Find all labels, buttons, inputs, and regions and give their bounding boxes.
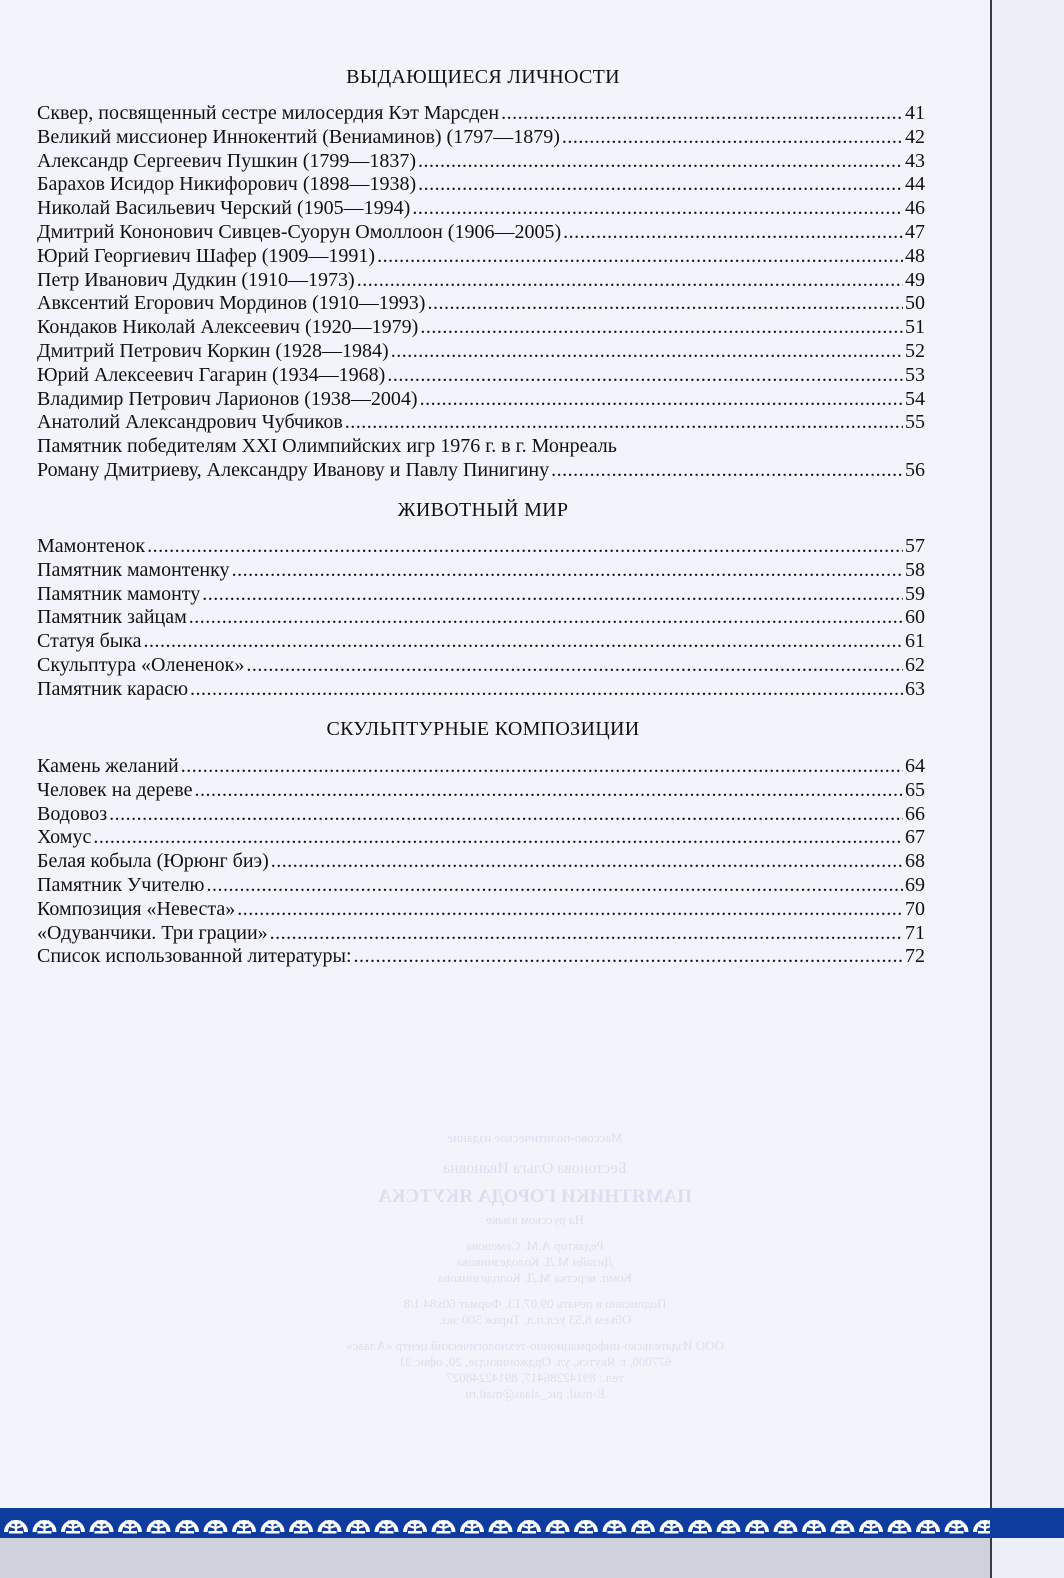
palmette-ornament-icon (346, 1520, 370, 1534)
palmette-ornament-icon (261, 1520, 285, 1534)
toc-section-animal-world (37, 535, 925, 702)
section-heading-personalities: ВЫДАЮЩИЕСЯ ЛИЧНОСТИ (346, 66, 620, 88)
adjacent-page-edge (992, 0, 1064, 1578)
palmette-ornament-icon (831, 1520, 855, 1534)
toc-entry[interactable] (37, 459, 925, 483)
toc-entry[interactable] (37, 874, 925, 898)
toc-entry[interactable] (37, 630, 925, 654)
toc-entry-page: 47 (905, 220, 925, 243)
toc-entry-page: 49 (905, 268, 925, 291)
toc-entry-page: 67 (905, 826, 925, 849)
imprint-line: Редактор А.М. Семенова (466, 1238, 604, 1253)
palmette-ornament-icon (318, 1520, 342, 1534)
leader-dots (107, 803, 903, 827)
leader-dots (549, 459, 903, 483)
toc-entry-title: Дмитрий Кононович Сивцев-Суорун Омоллоон (1906—2005) (37, 220, 562, 243)
toc-entry[interactable] (37, 316, 925, 340)
toc-entry-page: 55 (905, 411, 925, 434)
toc-entry[interactable] (37, 826, 925, 850)
palmette-ornament-icon (945, 1520, 969, 1534)
palmette-ornament-icon (631, 1520, 655, 1534)
toc-entry-page: 42 (905, 125, 925, 148)
toc-multiline-first-line (37, 435, 925, 459)
toc-entry-title: Скульптура «Олененок» (37, 653, 245, 676)
toc-entry-title: Петр Иванович Дудкин (1910—1973) (37, 268, 355, 291)
imprint-line: ООО Издательско-информационно-технологический центр «Алаас» (346, 1338, 724, 1353)
toc-entry-title: Памятник зайцам (37, 606, 187, 629)
toc-entry-title: Человек на дереве (37, 778, 193, 801)
toc-entry-title: Композиция «Невеста» (37, 897, 236, 920)
ornament-pattern (0, 1508, 990, 1538)
toc-entry-title: Статуя быка (37, 630, 142, 653)
toc-entry-title: Юрий Георгиевич Шафер (1909—1991) (37, 244, 376, 267)
page-bottom-margin (0, 1538, 990, 1578)
palmette-ornament-icon (774, 1520, 798, 1534)
palmette-ornament-icon (688, 1520, 712, 1534)
leader-dots (561, 221, 903, 245)
toc-entry[interactable] (37, 850, 925, 874)
toc-entry[interactable] (37, 102, 925, 126)
leader-dots (269, 850, 903, 874)
toc-entry-page: 71 (905, 921, 925, 944)
leader-dots (418, 316, 903, 340)
toc-entry-page: 50 (905, 292, 925, 315)
palmette-ornament-icon (147, 1520, 171, 1534)
toc-entry-title: Список использованной литературы: (37, 945, 352, 968)
leader-dots (230, 559, 903, 583)
toc-entry-page: 53 (905, 363, 925, 386)
section-heading-sculptural-compositions: СКУЛЬПТУРНЫЕ КОМПОЗИЦИИ (326, 718, 640, 740)
toc-entry-page: 48 (905, 244, 925, 267)
palmette-ornament-icon (916, 1520, 940, 1534)
toc-entry-page: 64 (905, 755, 925, 777)
toc-entry[interactable] (37, 779, 925, 803)
leader-dots (179, 755, 903, 779)
imprint-line: тел.: 89142286417, 89142248027 (446, 1370, 624, 1385)
toc-entry-page: 54 (905, 387, 925, 410)
imprint-line: Комп. верстка М.Д. Колодезникова (438, 1270, 632, 1285)
imprint-line: Подписано в печать 09.07.13. Формат 60х84 1/8 (403, 1296, 667, 1311)
toc-entry-title: «Одуванчики. Три грации» (37, 921, 268, 944)
toc-entry-page: 46 (905, 197, 925, 220)
toc-entry-page: 70 (905, 897, 925, 920)
toc-entry[interactable] (37, 755, 925, 779)
toc-entry-page: 43 (905, 149, 925, 172)
palmette-ornament-icon (403, 1520, 427, 1534)
toc-entry-title: Хомус (37, 826, 92, 849)
toc-entry[interactable] (37, 803, 925, 827)
toc-entry-title: Анатолий Александрович Чубчиков (37, 411, 343, 434)
toc-entry-title: Юрий Алексеевич Гагарин (1934—1968) (37, 363, 386, 386)
leader-dots (375, 245, 903, 269)
palmette-ornament-icon (660, 1520, 684, 1534)
leader-dots (268, 922, 903, 946)
leader-dots (410, 197, 903, 221)
toc-entry[interactable] (37, 150, 925, 174)
leader-dots (142, 630, 903, 654)
toc-entry[interactable] (37, 364, 925, 388)
palmette-ornament-icon (375, 1520, 399, 1534)
toc-entry-page: 63 (905, 677, 925, 700)
toc-entry[interactable] (37, 945, 925, 969)
toc-entry-page: 51 (905, 316, 925, 339)
toc-entry-title: Владимир Петрович Ларионов (1938—2004) (37, 387, 418, 410)
palmette-ornament-icon (460, 1520, 484, 1534)
toc-entry-title: Памятник мамонтенку (37, 558, 230, 581)
toc-entry-page: 52 (905, 339, 925, 362)
palmette-ornament-icon (90, 1520, 114, 1534)
toc-entry-title: Мамонтенок (37, 535, 146, 557)
palmette-ornament-icon (546, 1520, 570, 1534)
toc-entry-page: 59 (905, 582, 925, 605)
toc-entry-title: Барахов Исидор Никифорович (1898—1938) (37, 173, 417, 196)
toc-entry[interactable] (37, 245, 925, 269)
palmette-ornament-icon (289, 1520, 313, 1534)
page-fold-line (990, 0, 992, 1578)
leader-dots (244, 654, 903, 678)
imprint-line: E-mail: pic_alaas@mail.ru (465, 1386, 605, 1401)
toc-entry-title: Памятник мамонту (37, 582, 201, 605)
leader-dots (205, 874, 904, 898)
toc-entry[interactable] (37, 654, 925, 678)
imprint-line: На русском языке (486, 1212, 584, 1227)
toc-entry-page: 61 (905, 630, 925, 653)
leader-dots (560, 126, 903, 150)
toc-entry-title: Камень желаний (37, 755, 179, 777)
toc-entry-page: 56 (905, 458, 925, 481)
palmette-ornament-icon (603, 1520, 627, 1534)
leader-dots (389, 340, 903, 364)
imprint-title: ПАМЯТНИКИ ГОРОДА ЯКУТСКА (378, 1186, 692, 1207)
toc-entry-page: 41 (905, 102, 925, 124)
toc-entry-page: 57 (905, 535, 925, 557)
section-heading-animal-world: ЖИВОТНЫЙ МИР (397, 499, 569, 521)
palmette-ornament-icon (432, 1520, 456, 1534)
leader-dots (91, 826, 903, 850)
palmette-ornament-icon (232, 1520, 256, 1534)
leader-dots (418, 388, 903, 412)
ornamental-border-band (0, 1508, 1064, 1538)
toc-entry[interactable] (37, 173, 925, 197)
palmette-ornament-icon (489, 1520, 513, 1534)
toc-entry[interactable] (37, 583, 925, 607)
toc-entry-title: Памятник карасю (37, 677, 189, 700)
leader-dots (352, 945, 903, 969)
toc-entry[interactable] (37, 898, 925, 922)
leader-dots (416, 150, 903, 174)
toc-entry[interactable] (37, 197, 925, 221)
leader-dots (385, 364, 903, 388)
leader-dots (355, 269, 903, 293)
leader-dots (193, 779, 904, 803)
toc-entry-title: Памятник Учителю (37, 873, 205, 896)
palmette-ornament-icon (574, 1520, 598, 1534)
imprint-line: 677000, г. Якутск, ул. Орджоникидзе, 20, офис 31 (398, 1354, 672, 1369)
toc-entry-page: 62 (905, 653, 925, 676)
toc-entry[interactable] (37, 535, 925, 559)
toc-entry[interactable] (37, 269, 925, 293)
show-through-imprint (300, 1130, 770, 1402)
palmette-ornament-icon (4, 1520, 28, 1534)
imprint-line: Массово-политическое издание (447, 1130, 623, 1145)
toc-entry-page: 66 (905, 802, 925, 825)
toc-entry-page: 72 (905, 945, 925, 968)
palmette-ornament-icon (33, 1520, 57, 1534)
leader-dots (200, 583, 903, 607)
palmette-ornament-icon (204, 1520, 228, 1534)
imprint-author: Бестонова Ольга Ивановна (443, 1160, 627, 1177)
toc-entry-title: Сквер, посвященный сестре милосердия Кэт Марсден (37, 102, 500, 124)
toc-entry-title: Роману Дмитриеву, Александру Иванову и Павлу Пинигину (37, 458, 550, 481)
toc-entry[interactable] (37, 221, 925, 245)
palmette-ornament-icon (118, 1520, 142, 1534)
leader-dots (416, 173, 903, 197)
toc-entry[interactable] (37, 388, 925, 412)
toc-entry[interactable] (37, 411, 925, 435)
toc-entry[interactable] (37, 606, 925, 630)
toc-entry-page: 65 (905, 778, 925, 801)
leader-dots (425, 292, 903, 316)
toc-entry-title: Водовоз (37, 802, 108, 825)
toc-entry-page: 44 (905, 173, 925, 196)
toc-entry[interactable] (37, 340, 925, 364)
toc-entry-page: 58 (905, 558, 925, 581)
leader-dots (145, 535, 903, 559)
toc-entry-title: Великий миссионер Иннокентий (Вениаминов) (1797—1879) (37, 125, 560, 148)
leader-dots (188, 678, 903, 702)
toc-section-sculptural-compositions (37, 755, 925, 969)
imprint-line: Объем 8,53 усл.п.л. Тираж 500 экз. (438, 1312, 632, 1327)
toc-entry-title: Памятник победителям XXI Олимпийских игр 1976 г. в г. Монреаль (37, 435, 617, 458)
toc-section-personalities (37, 102, 925, 483)
palmette-ornament-icon (61, 1520, 85, 1534)
toc-entry-page: 68 (905, 850, 925, 873)
toc-entry[interactable] (37, 559, 925, 583)
toc-entry-page: 60 (905, 606, 925, 629)
toc-entry[interactable] (37, 922, 925, 946)
palmette-ornament-icon (973, 1520, 990, 1534)
toc-entry-page: 69 (905, 873, 925, 896)
leader-dots (343, 411, 903, 435)
palmette-ornament-icon (859, 1520, 883, 1534)
palmette-ornament-icon (888, 1520, 912, 1534)
toc-entry-title: Кондаков Николай Алексеевич (1920—1979) (37, 316, 419, 339)
leader-dots (235, 898, 903, 922)
leader-dots (499, 102, 903, 126)
leader-dots (187, 606, 903, 630)
toc-entry[interactable] (37, 126, 925, 150)
toc-entry-title: Николай Васильевич Черский (1905—1994) (37, 197, 411, 220)
imprint-line: Дизайн М.Д. Колодезникова (456, 1254, 614, 1269)
palmette-ornament-icon (745, 1520, 769, 1534)
toc-entry[interactable] (37, 678, 925, 702)
toc-entry[interactable] (37, 292, 925, 316)
palmette-ornament-icon (175, 1520, 199, 1534)
palmette-ornament-icon (517, 1520, 541, 1534)
toc-entry-title: Александр Сергеевич Пушкин (1799—1837) (37, 149, 417, 172)
toc-entry-title: Белая кобыла (Юрюнг биэ) (37, 850, 269, 873)
palmette-ornament-icon (717, 1520, 741, 1534)
toc-entry-title: Дмитрий Петрович Коркин (1928—1984) (37, 339, 389, 362)
toc-entry-title: Авксентий Егорович Мординов (1910—1993) (37, 292, 426, 315)
palmette-ornament-icon (802, 1520, 826, 1534)
